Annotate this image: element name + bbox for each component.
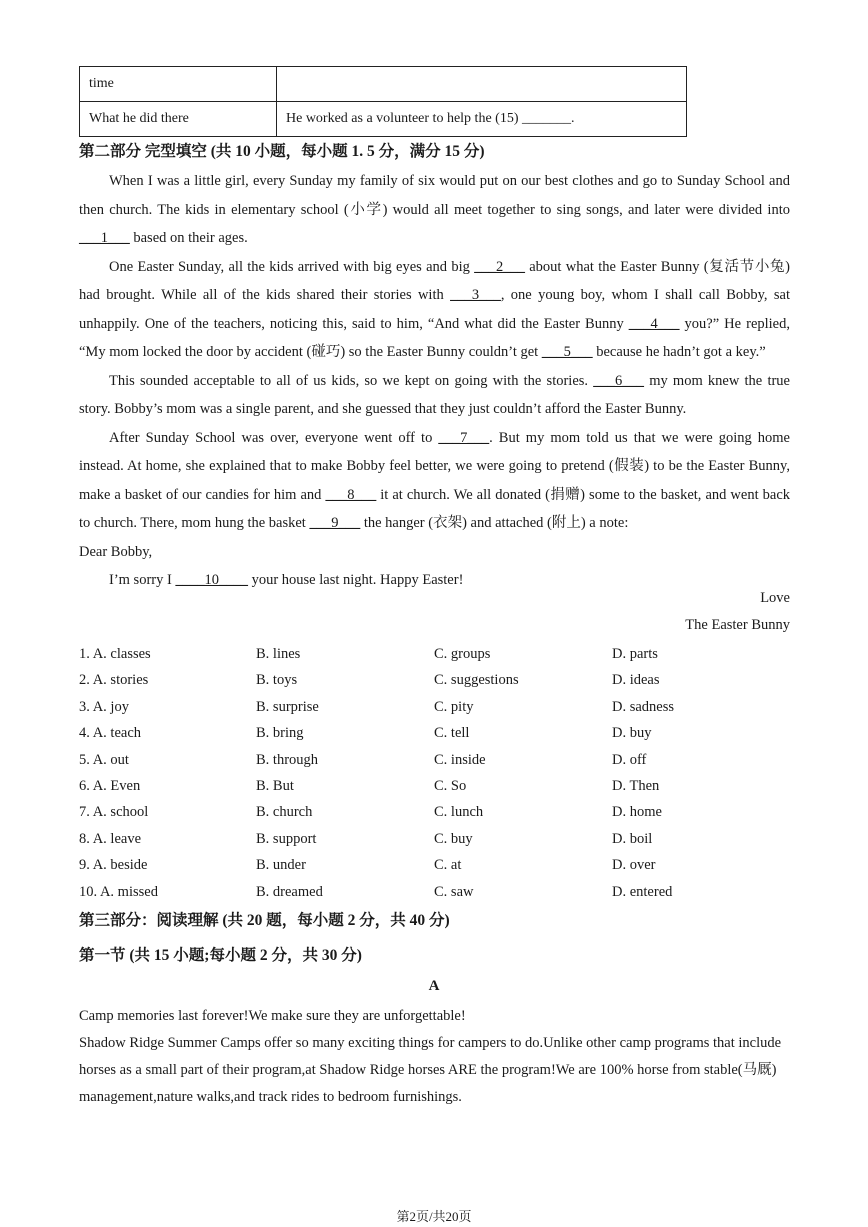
blank-5: ___5___ xyxy=(541,344,593,360)
option-c: C. suggestions xyxy=(434,672,519,689)
option-c: C. buy xyxy=(434,830,473,847)
option-b: B. through xyxy=(256,751,319,768)
option-b: B. dreamed xyxy=(256,883,323,900)
blank-6: ___6___ xyxy=(593,372,644,389)
option-b: B. toys xyxy=(256,672,298,689)
option-row xyxy=(79,826,790,852)
text: your house last night. Happy Easter! xyxy=(247,572,464,588)
option-c: C. lunch xyxy=(434,804,484,821)
text: about what the Easter Bunny (复活节小兔) had brought. While all of the kids shared their stories with xyxy=(79,258,790,303)
text: it at church. We all donated (捐赠) some to the basket, and went back to church. There, mom hung the basket xyxy=(79,486,791,531)
letter-closing: Love xyxy=(760,590,790,606)
option-a: 4. A. teach xyxy=(79,725,142,742)
blank-2: ___2___ xyxy=(474,258,525,275)
option-c: C. at xyxy=(434,857,462,874)
reading-passage xyxy=(79,1003,790,1111)
option-c: C. saw xyxy=(434,883,474,900)
option-row xyxy=(79,667,790,693)
passage-line: Camp memories last forever!We make sure they are unforgettable! xyxy=(79,1008,466,1024)
option-c: C. pity xyxy=(434,698,474,715)
option-b: B. surprise xyxy=(256,698,319,715)
letter-signature: The Easter Bunny xyxy=(685,617,790,633)
option-d: D. entered xyxy=(612,883,673,900)
table-row xyxy=(80,67,687,102)
blank-4: ___4___ xyxy=(628,315,680,332)
passage-label: A xyxy=(428,978,440,994)
option-c: C. So xyxy=(434,778,467,794)
option-b: B. under xyxy=(256,857,306,874)
option-c: C. inside xyxy=(434,751,486,768)
section1-heading: 第一节 (共 15 小题;每小题 2 分，共 30 分) xyxy=(79,947,362,964)
option-row xyxy=(79,773,790,799)
option-a: 1. A. classes xyxy=(79,646,151,662)
option-d: D. home xyxy=(612,804,662,821)
option-b: B. bring xyxy=(256,725,304,742)
text: you?” He replied, “My mom locked the door by accident (碰巧) so the Easter Bunny couldn’t get xyxy=(79,315,790,360)
part3-heading: 第三部分：阅读理解 (共 20 题，每小题 2 分，共 40 分) xyxy=(79,912,450,929)
option-c: C. tell xyxy=(434,725,470,742)
option-a: 7. A. school xyxy=(79,804,149,821)
table-cell-value xyxy=(277,67,687,102)
option-row xyxy=(79,879,790,905)
option-d: D. over xyxy=(612,857,656,874)
option-d: D. buy xyxy=(612,725,652,742)
table-row xyxy=(80,102,687,137)
text: , one young boy, whom I shall call Bobby, sat unhappily. One of the teachers, noticing this, said to him, “And what did the Easter Bunny xyxy=(79,287,791,332)
option-d: D. boil xyxy=(612,830,653,847)
table-cell-value: He worked as a volunteer to help the (15) _______. xyxy=(277,102,687,137)
option-row xyxy=(79,799,790,825)
option-b: B. lines xyxy=(256,646,301,662)
letter-salutation: Dear Bobby, xyxy=(79,543,153,560)
paragraph xyxy=(79,167,790,253)
option-a: 10. A. missed xyxy=(79,883,158,900)
blank-10: ____10____ xyxy=(175,572,248,588)
blank-7: ___7___ xyxy=(438,429,490,446)
option-d: D. off xyxy=(612,751,647,768)
option-a: 5. A. out xyxy=(79,751,129,768)
part2-heading: 第二部分 完型填空 (共 10 小题，每小题 1. 5 分，满分 15 分) xyxy=(79,143,485,160)
info-table xyxy=(79,66,687,137)
blank-9: ___9___ xyxy=(309,515,361,531)
text: When I was a little girl, every Sunday my family of six would put on our best clothes and go to Sunday School and then church. The kids in elementary school (小学) would all meet together to sing songs, and later were divided into xyxy=(79,173,790,218)
blank-1: ___1___ xyxy=(79,230,130,246)
paragraph xyxy=(79,253,790,367)
text: I’m sorry I xyxy=(109,572,176,588)
blank-3: ___3___ xyxy=(450,287,501,303)
option-row xyxy=(79,641,790,667)
option-a: 8. A. leave xyxy=(79,830,142,847)
option-d: D. parts xyxy=(612,646,658,662)
text: This sounded acceptable to all of us kids, so we kept on going with the stories. xyxy=(109,372,594,389)
text: the hanger (衣架) and attached (附上) a note: xyxy=(360,515,629,531)
option-a: 6. A. Even xyxy=(79,778,141,794)
passage-line: Shadow Ridge Summer Camps offer so many exciting things for campers to do.Unlike other camp programs that include horses as a small part of their program,at Shadow Ridge horses ARE the program!We are 100% horse from stable(马厩) management,nature walks,and track rides to bedroom furnishings. xyxy=(79,1035,782,1105)
option-row xyxy=(79,694,790,720)
text: because he hadn’t got a key.” xyxy=(592,344,766,360)
text: based on their ages. xyxy=(129,230,248,246)
option-c: C. groups xyxy=(434,646,491,662)
text: After Sunday School was over, everyone went off to xyxy=(109,429,439,446)
paragraph xyxy=(79,424,790,538)
table-cell-label: time xyxy=(80,67,277,102)
option-a: 3. A. joy xyxy=(79,698,129,715)
text: . But my mom told us that we were going home instead. At home, she explained that to make Bobby feel better, we were going to pretend (假装) to be the Easter Bunny, make a basket of our candies for him and xyxy=(79,429,790,503)
option-d: D. Then xyxy=(612,778,660,794)
text: my mom knew the true story. Bobby’s mom was a single parent, and she guessed that they just couldn’t afford the Easter Bunny. xyxy=(79,372,790,417)
paragraph xyxy=(79,367,790,424)
option-d: D. sadness xyxy=(612,698,675,715)
option-row xyxy=(79,852,790,878)
option-row xyxy=(79,720,790,746)
text: One Easter Sunday, all the kids arrived with big eyes and big xyxy=(109,258,475,275)
table-cell-label: What he did there xyxy=(80,102,277,137)
option-b: B. support xyxy=(256,830,317,847)
page-number: 第2页/共20页 xyxy=(396,1209,472,1224)
paragraph xyxy=(79,566,790,595)
option-b: B. But xyxy=(256,778,294,794)
cloze-passage xyxy=(79,167,790,595)
option-a: 2. A. stories xyxy=(79,672,149,689)
blank-8: ___8___ xyxy=(325,486,377,503)
option-row xyxy=(79,747,790,773)
option-a: 9. A. beside xyxy=(79,857,148,874)
option-b: B. church xyxy=(256,804,313,821)
option-d: D. ideas xyxy=(612,672,660,689)
